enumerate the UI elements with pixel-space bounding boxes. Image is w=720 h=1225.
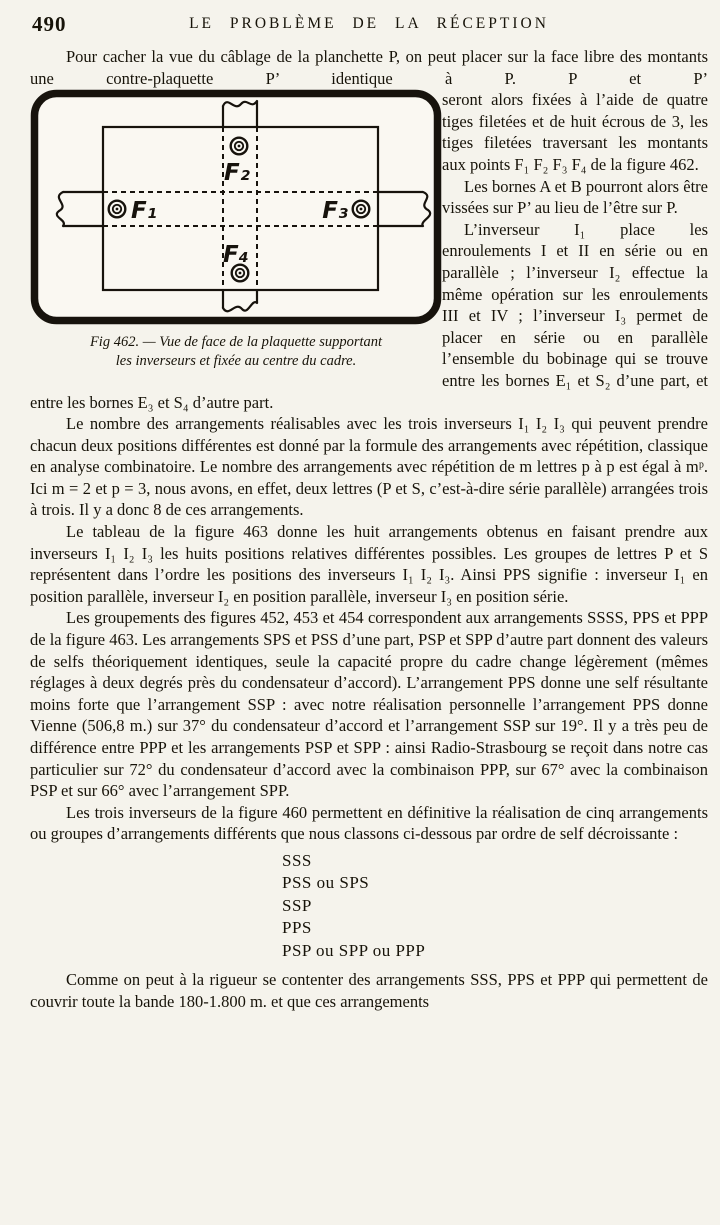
- list-item: PPS: [282, 918, 312, 938]
- paragraph-5-text: Le tableau de la figure 463 donne les huit arrangements obtenus en faisant prendre aux inverseurs I₁ I₂ I₃ les huits positions relatives différentes possibles. Les groupes de lettres P et S représentent dans l’ordre les positions des inverseurs I₁ I₂ I₃. Ainsi PPS signifie : inverseur I₁ en position parallèle, inverseur I₂ en position parallèle, inverseur I₃ en position série.: [30, 522, 708, 606]
- running-title: LE PROBLÈME DE LA RÉCEPTION: [189, 15, 549, 32]
- figure-point-label-f4: F₄: [223, 242, 249, 269]
- paragraph-7: [30, 802, 708, 845]
- paragraph-1-start: [30, 46, 708, 89]
- figure-caption: [30, 333, 442, 371]
- figure-point-label-f2: F₂: [224, 160, 250, 187]
- list-item: SSS: [282, 850, 312, 870]
- paragraph-6-text: Les groupements des figures 452, 453 et 454 correspondent aux arrangements SSSS, PPS et PPP de la figure 463. Les arrangements SPS et PSS d’une part, PSP et SPP d’autre part donnent des valeurs de selfs théoriquement identiques, seule la capacité propre du cadre change légèrement (mêmes réglages à deux degrés près du condensateur d’accord). L’arrangement PPS donne une self résultante moins forte que l’arrangement SSP : avec notre réalisation personnelle l’arrangement PPS donne Vienne (506,8 m.) sur 37° du condensateur d’accord et l’arrangement SSP sur 19°. Il y a très peu de différence entre PPP et les arrangements PSP et SPP : ainsi Radio-Strasbourg se reçoit dans notre cas particulier sur 72° du condensateur d’accord avec la combinaison PPP, sur 67° avec la combinaison PSP et sur 66° avec l’arrangement SPP.: [30, 608, 708, 801]
- figure-caption-line-1: Fig 462. — Vue de face de la plaquette supportant: [89, 334, 383, 351]
- paragraph-7-text: Les trois inverseurs de la figure 460 permettent en définitive la réalisation de cinq arrangements ou groupes d’arrangements différents que nous classons ci-dessous par ordre de self décroissante :: [30, 802, 708, 844]
- paragraph-2-text: Les bornes A et B pourront alors être vissées sur P’ au lieu de l’être sur P.: [442, 176, 708, 218]
- figure-462-diagram: [30, 89, 442, 325]
- paragraph-4: [30, 413, 708, 521]
- paragraph-1-continued-text: seront alors fixées à l’aide de quatre tiges filetées et de huit écrous de 3, les tiges filetées traversant les montants aux points F₁ F₂ F₃ F₄ de la figure 462.: [442, 90, 708, 174]
- figure-point-label-f3: F₃: [322, 198, 348, 225]
- figure-462: [30, 89, 442, 371]
- page-header: [30, 12, 708, 46]
- page-number: 490: [32, 12, 67, 36]
- paragraph-5: [30, 521, 708, 607]
- paragraph-1-start-text: Pour cacher la vue du câblage de la planchette P, on peut placer sur la face libre des montants une contre-plaquette P’ identique à P. P et P’: [30, 47, 708, 88]
- figure-caption-line-2: les inverseurs et fixée au centre du cadre.: [115, 353, 357, 370]
- paragraph-3-text: L’inverseur I₁ place les enroulements I et II en série ou en parallèle ; l’inverseur I₂ effectue la même opération sur les enroulements III et IV ; l’inverseur I₃ permet de placer en série ou en parallèle l’ensemble du bobinage qui se trouve entre les bornes E₁ et S₂ d’une part, et entre les bornes E₃ et S₄ d’autre part.: [30, 219, 708, 412]
- paragraph-8: [30, 969, 708, 1012]
- body-text: [30, 46, 708, 1013]
- paragraph-4-text: Le nombre des arrangements réalisables avec les trois inverseurs I₁ I₂ I₃ qui peuvent prendre chacun deux positions différentes est donné par la formule des arrangements avec répétition, classique en analyse combinatoire. Le nombre des arrangements avec répétition de m lettres p à p est égal à mᵖ. Ici m = 2 et p = 3, nous avons, en effet, deux lettres (P et S, c’est-à-dire série parallèle) arrangées trois à trois. Il y a donc 8 de ces arrangements.: [30, 414, 708, 520]
- figure-point-label-f1: F₁: [131, 198, 157, 225]
- list-item: PSP ou SPP ou PPP: [282, 940, 426, 960]
- paragraph-6: [30, 607, 708, 801]
- paragraph-8-text: Comme on peut à la rigueur se contenter des arrangements SSS, PPS et PPP qui permettent de couvrir toute la bande 180-1.800 m. et que ces arrangements: [30, 970, 708, 1012]
- arrangement-list: [282, 850, 708, 963]
- list-item: PSS ou SPS: [282, 873, 370, 893]
- list-item: SSP: [282, 895, 312, 915]
